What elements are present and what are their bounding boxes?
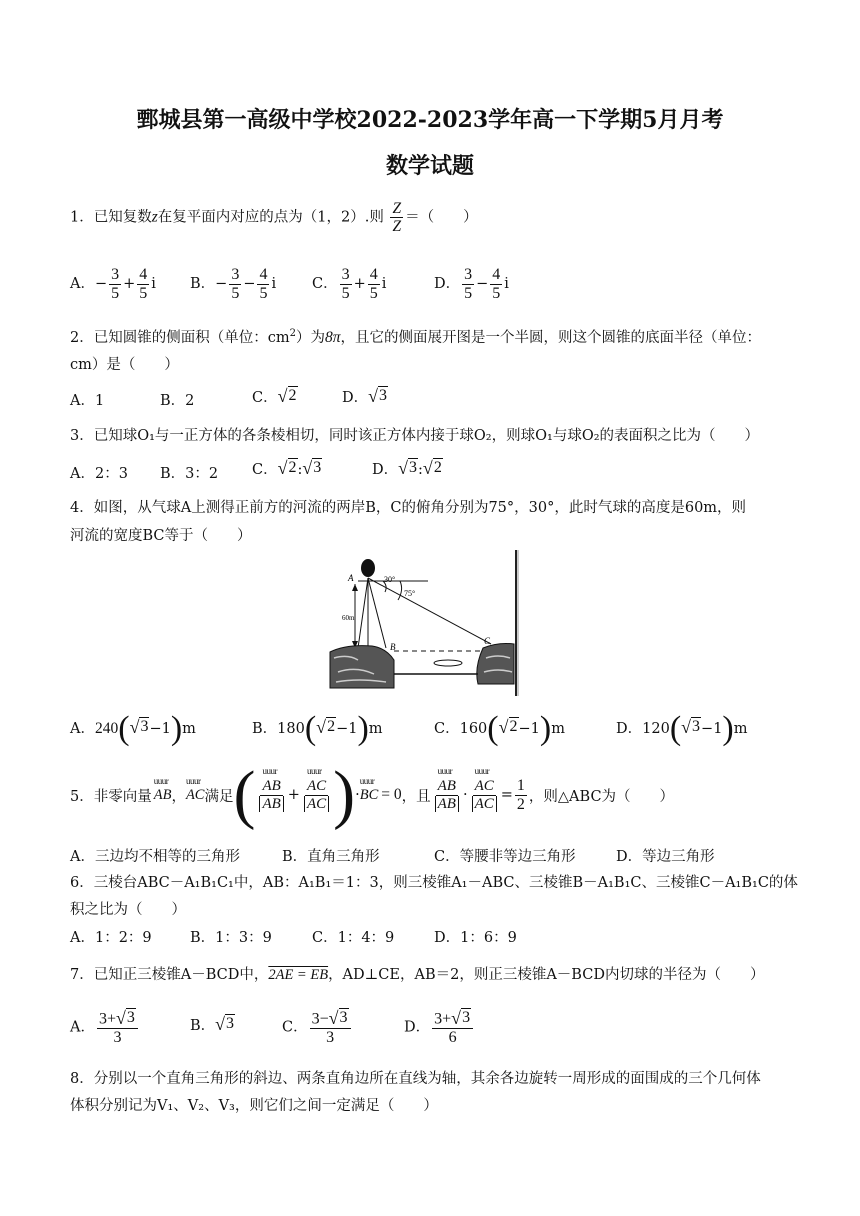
label-angle-30: 30° <box>384 575 396 584</box>
question-6-line-2: 积之比为（ ） <box>70 902 186 918</box>
q6-option-d: D．1：6：9 <box>434 930 517 946</box>
q5-option-b: B．直角三角形 <box>282 849 380 865</box>
q7-option-c: C． 3− √ 3 3 <box>282 1008 353 1047</box>
q7-option-b: B． √ 3 <box>190 1014 235 1034</box>
question-8-line-2: 体积分别记为V₁、V₂、V₃，则它们之间一定满足（ ） <box>70 1098 438 1114</box>
q4-option-d: D．120( √ 3 −1)m <box>616 710 748 747</box>
question-4: 4．如图，从气球A上测得正前方的河流的两岸B，C的俯角分别为75°，30°，此时气球的高度是60m，则 <box>70 500 747 516</box>
exam-subtitle: 数学试题 <box>385 153 474 179</box>
q6-option-a: A．1：2：9 <box>70 930 152 946</box>
q7-option-d: D． 3+ √ 3 6 <box>404 1008 475 1047</box>
question-8: 8．分别以一个直角三角形的斜边、两条直角边所在直线为轴，其余各边旋转一周形成的面围成的三个几何体 <box>70 1071 761 1087</box>
q6-option-b: B．1：3：9 <box>190 930 272 946</box>
line-ab <box>368 578 386 648</box>
q4-option-b: B．180( √ 2 −1)m <box>252 710 383 747</box>
q2-option-c: C． √ 2 <box>252 386 297 406</box>
q4-option-c: C．160( √ 2 −1)m <box>434 710 565 747</box>
question-4-line-2: 河流的宽度BC等于（ ） <box>70 528 252 544</box>
q6-option-c: C．1：4：9 <box>312 930 395 946</box>
question-5: 5．非零向量 uuur AB ， uuur AC 满足 ( uuur AB AB + uuur AC AC ) · uuur BC = 0 ，且 uuur AB AB · uuur AC AC = $\frac{1}{2}$ ，则△ABC为（ ） <box>70 758 675 831</box>
label-c: C <box>484 636 491 646</box>
question-2: 2．已知圆锥的侧面积（单位：$cm^2$）为8π，且它的侧面展开图是一个半圆，则这个圆锥的底面半径（单位： <box>70 328 761 346</box>
q3-option-b: B．3：2 <box>160 466 219 482</box>
q2-option-d: D． √ 3 <box>342 386 388 406</box>
q2-option-b: B．2 <box>160 393 195 409</box>
label-angle-75: 75° <box>404 589 416 598</box>
balloon-river-figure <box>328 548 528 698</box>
q3-option-c: C． √ 2 : √ 3 <box>252 458 322 478</box>
q3-option-a: A．2：3 <box>70 466 128 482</box>
question-3: 3．已知球O₁与一正方体的各条棱相切，同时该正方体内接于球O₂，则球O₁与球O₂的表面积之比为（ ） <box>70 428 760 444</box>
question-7: 7．已知正三棱锥A－BCD中，2AE = EB，AD⊥CE，AB＝2，则正三棱锥A－BCD内切球的半径为（ ） <box>70 967 765 983</box>
q2-option-a: A．1 <box>70 393 105 409</box>
label-height: 60m <box>342 614 355 622</box>
q4-option-a: A．240( √ 3 −1)m <box>70 710 196 747</box>
label-a: A <box>348 573 354 583</box>
balloon-icon <box>361 559 375 577</box>
question-6: 6．三棱台ABC－A₁B₁C₁中，AB：A₁B₁＝1：3，则三棱锥A₁－ABC、三棱锥B－A₁B₁C、三棱锥C－A₁B₁C的体 <box>70 875 798 891</box>
exam-title: 鄄城县第一高级中学校2022-2023学年高一下学期5月月考 <box>136 107 724 133</box>
q1-option-b: B．− $\frac{3}{5}$ − $\frac{4}{5}$ i <box>190 266 277 302</box>
q7-option-a: A． 3+ √ 3 3 <box>70 1008 140 1047</box>
q1-option-a: A．− $\frac{3}{5}$ + $\frac{4}{5}$ i <box>70 266 156 302</box>
q5-option-d: D．等边三角形 <box>616 849 715 865</box>
q5-option-c: C．等腰非等边三角形 <box>434 849 576 865</box>
q1-option-c: C． $\frac{3}{5}$ + $\frac{4}{5}$ i <box>312 266 387 302</box>
right-bank <box>477 644 514 685</box>
q5-option-a: A．三边均不相等的三角形 <box>70 849 240 865</box>
z-fraction: $\frac{Z}{Z}$ <box>392 200 402 236</box>
q3-option-d: D． √ 3 : √ 2 <box>372 458 442 478</box>
q1-option-d: D． $\frac{3}{5}$ − $\frac{4}{5}$ i <box>434 266 509 302</box>
question-2-line-2: cm）是（ ） <box>70 357 179 373</box>
question-1: 1．已知复数z在复平面内对应的点为（1，2）.则 $\frac{Z}{Z}$ ＝（ ） <box>70 200 478 236</box>
label-b: B <box>390 642 396 652</box>
